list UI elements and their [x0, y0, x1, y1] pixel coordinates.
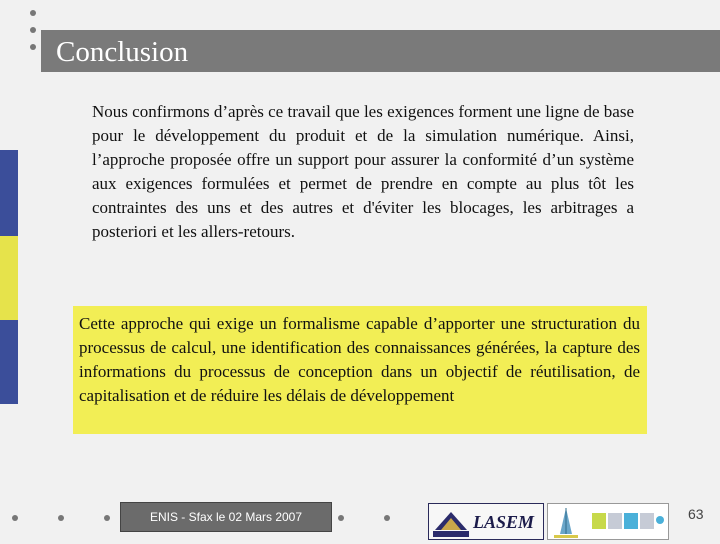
slide-title: Conclusion [56, 36, 189, 68]
enis-logo-icon [431, 504, 471, 539]
side-bar-yellow [0, 236, 18, 320]
bullet-dot [30, 10, 36, 16]
highlighted-paragraph: Cette approche qui exige un formalisme capable d’apporter une structuration du processus de calcul, une identification des connaissances générées, la capture des informations du processus de conception dans un objectif de réutilisation, de capitalisation et de réduire les délais de développement [73, 306, 647, 434]
footer-dot [104, 515, 110, 521]
bullet-dot [30, 27, 36, 33]
side-bar-blue-bottom [0, 320, 18, 404]
footer-event-label: ENIS - Sfax le 02 Mars 2007 [120, 502, 332, 532]
gilco-logo-icon [548, 504, 668, 539]
footer-dot [58, 515, 64, 521]
footer-dot [384, 515, 390, 521]
gilco-logo [547, 503, 669, 540]
bullet-dot [30, 44, 36, 50]
page-number: 63 [688, 506, 704, 522]
footer-dot [338, 515, 344, 521]
lasem-logo-text: LASEM [473, 512, 535, 532]
lasem-logo [428, 503, 544, 540]
footer-dot [12, 515, 18, 521]
side-bar-blue-top [0, 150, 18, 236]
conclusion-paragraph: Nous confirmons d’après ce travail que les exigences forment une ligne de base pour le développement du produit et de la simulation numérique. Ainsi, l’approche proposée offre un support pour assurer la conformité d’un système aux exigences formulées et permet de prendre en compte au plus tôt les contraintes des uns et des autres et d'éviter les blocages, les arbitrages a posteriori et les allers-retours. [92, 102, 634, 241]
